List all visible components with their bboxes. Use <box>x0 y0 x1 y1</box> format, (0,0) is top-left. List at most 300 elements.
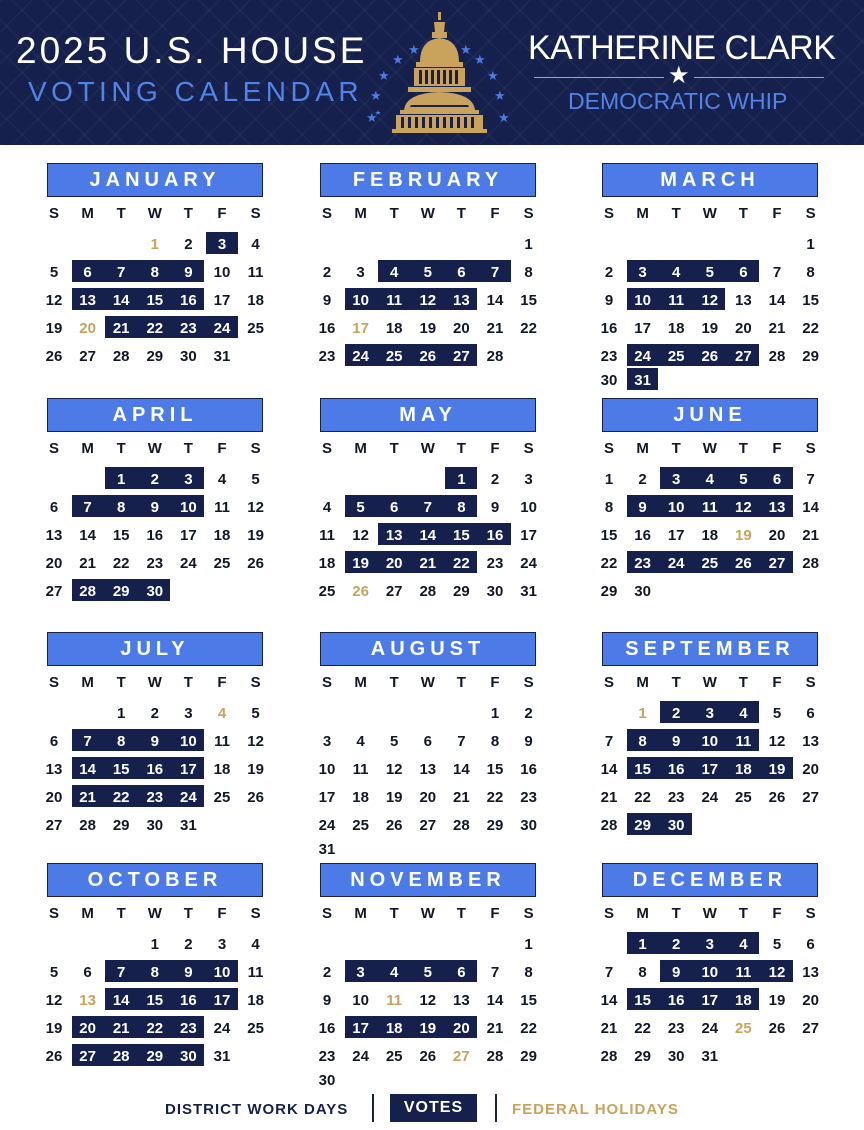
calendar-day: 18 <box>701 527 719 544</box>
calendar-day: 22 <box>520 320 537 337</box>
calendar-day: 11 <box>214 733 230 750</box>
vote-day: 9 <box>184 964 193 981</box>
calendar-day: 21 <box>79 555 96 572</box>
calendar-day: 18 <box>352 789 369 806</box>
calendar-day: 18 <box>247 292 264 309</box>
vote-day: 8 <box>117 499 126 516</box>
vote-day: 21 <box>112 1020 130 1037</box>
calendar-day: 13 <box>453 992 470 1009</box>
month-header: DECEMBER <box>602 863 818 897</box>
calendar-day: 19 <box>247 761 264 778</box>
calendar-day: 26 <box>247 555 264 572</box>
vote-day: 5 <box>423 264 432 281</box>
vote-day: 15 <box>112 761 130 778</box>
weekday-label: T <box>671 674 681 691</box>
holiday-day: 20 <box>79 320 96 337</box>
vote-day: 6 <box>739 264 748 281</box>
calendar-day: 29 <box>146 348 164 365</box>
vote-day: 15 <box>146 292 164 309</box>
calendar-day: 14 <box>802 499 819 516</box>
vote-day: 13 <box>79 292 96 309</box>
vote-day: 2 <box>672 936 681 953</box>
calendar-day: 21 <box>486 1020 504 1037</box>
calendar-day: 28 <box>453 817 470 834</box>
vote-day: 10 <box>701 733 719 750</box>
calendar-day: 25 <box>352 817 369 834</box>
vote-day: 27 <box>453 348 470 365</box>
calendar-day: 20 <box>45 555 63 572</box>
vote-day: 7 <box>83 733 92 750</box>
calendar-day: 27 <box>419 817 437 834</box>
vote-day: 4 <box>390 964 399 981</box>
calendar-day: 28 <box>112 348 130 365</box>
weekday-label: S <box>805 905 816 922</box>
weekday-label: T <box>456 205 466 222</box>
vote-day: 1 <box>638 936 647 953</box>
vote-day: 26 <box>701 348 719 365</box>
calendar-day: 23 <box>600 348 618 365</box>
holiday-day: 25 <box>735 1020 752 1037</box>
holiday-day: 11 <box>386 992 403 1009</box>
calendar-day: 11 <box>352 761 369 778</box>
weekday-label: S <box>48 440 59 457</box>
weekday-label: F <box>217 674 227 691</box>
weekday-label: T <box>456 905 466 922</box>
calendar-day: 2 <box>322 964 332 981</box>
calendar-day: 23 <box>486 555 504 572</box>
svg-text:★: ★ <box>366 111 378 126</box>
calendar-day: 1 <box>604 471 614 488</box>
calendar-day: 26 <box>385 817 403 834</box>
weekday-label: T <box>183 674 193 691</box>
svg-text:★: ★ <box>487 69 499 84</box>
vote-day: 14 <box>419 527 437 544</box>
vote-day: 24 <box>180 789 197 806</box>
calendar-day: 6 <box>806 936 815 953</box>
calendar-day: 1 <box>490 705 500 722</box>
weekday-label: T <box>116 905 126 922</box>
vote-day: 2 <box>150 471 159 488</box>
vote-day: 30 <box>180 1048 197 1065</box>
calendar-day: 21 <box>768 320 786 337</box>
weekday-label: F <box>217 205 227 222</box>
calendar-day: 31 <box>213 1048 231 1065</box>
calendar-day: 22 <box>634 789 651 806</box>
calendar-day: 20 <box>45 789 63 806</box>
calendar-day: 21 <box>802 527 819 544</box>
calendar-day: 15 <box>600 527 618 544</box>
vote-day: 18 <box>735 992 752 1009</box>
vote-day: 7 <box>83 499 92 516</box>
calendar-day: 29 <box>486 817 504 834</box>
weekday-label: S <box>603 205 614 222</box>
calendar-day: 27 <box>45 817 63 834</box>
calendar-day: 16 <box>600 320 618 337</box>
calendar-day: 9 <box>322 292 332 309</box>
month-header: JANUARY <box>47 163 263 197</box>
vote-day: 5 <box>356 499 365 516</box>
calendar-day: 12 <box>768 733 786 750</box>
weekday-label: F <box>490 440 500 457</box>
calendar-day: 18 <box>385 320 403 337</box>
calendar-day: 29 <box>112 817 130 834</box>
calendar-day: 3 <box>217 936 227 953</box>
vote-day: 8 <box>638 733 647 750</box>
weekday-label: M <box>81 440 94 457</box>
calendar-day: 1 <box>117 705 126 722</box>
calendar-day: 5 <box>49 264 59 281</box>
calendar-day: 7 <box>490 964 500 981</box>
vote-day: 15 <box>453 527 470 544</box>
calendar-day: 23 <box>318 1048 336 1065</box>
calendar-day: 12 <box>352 527 369 544</box>
weekday-label: T <box>116 205 126 222</box>
calendar-day: 10 <box>318 761 336 778</box>
calendar-day: 17 <box>213 292 231 309</box>
vote-day: 11 <box>386 292 403 309</box>
calendar-day: 29 <box>520 1048 537 1065</box>
calendar-day: 19 <box>701 320 719 337</box>
vote-day: 7 <box>117 964 126 981</box>
month-header: SEPTEMBER <box>602 632 818 666</box>
weekday-label: M <box>81 674 94 691</box>
calendar-day: 10 <box>352 992 369 1009</box>
calendar-day: 2 <box>322 264 332 281</box>
legend-votes: VOTES <box>390 1094 477 1122</box>
calendar-day: 6 <box>49 733 59 750</box>
vote-day: 3 <box>705 936 714 953</box>
calendar-day: 28 <box>486 348 504 365</box>
calendar-day: 13 <box>45 761 63 778</box>
weekday-label: T <box>456 440 466 457</box>
calendar-day: 1 <box>806 236 815 253</box>
calendar-day: 29 <box>453 583 470 600</box>
weekday-label: S <box>603 440 614 457</box>
legend-divider <box>495 1094 497 1122</box>
calendar-day: 31 <box>180 817 197 834</box>
calendar-day: 11 <box>247 264 264 281</box>
calendar-day: 21 <box>453 789 470 806</box>
calendar-day: 7 <box>772 264 782 281</box>
vote-day: 28 <box>112 1048 130 1065</box>
weekday-label: W <box>420 440 435 457</box>
calendar-day: 6 <box>49 499 59 516</box>
vote-day: 12 <box>735 499 752 516</box>
vote-day: 26 <box>419 348 437 365</box>
vote-day: 22 <box>146 320 164 337</box>
vote-day: 4 <box>672 264 681 281</box>
calendar-day: 26 <box>768 789 786 806</box>
calendar-day: 31 <box>520 583 537 600</box>
vote-day: 29 <box>146 1048 164 1065</box>
weekday-label: S <box>523 205 534 222</box>
vote-day: 13 <box>385 527 403 544</box>
calendar-day: 31 <box>213 348 231 365</box>
calendar-day: 26 <box>419 1048 437 1065</box>
weekday-label: W <box>147 674 162 691</box>
vote-day: 8 <box>117 733 126 750</box>
calendar-subtitle: VOTING CALENDAR <box>28 76 364 107</box>
vote-day: 25 <box>667 348 685 365</box>
holiday-day: 1 <box>638 705 647 722</box>
calendar-day: 30 <box>667 1048 685 1065</box>
calendar-day: 16 <box>520 761 537 778</box>
weekday-label: S <box>250 674 261 691</box>
calendar-day: 18 <box>247 992 264 1009</box>
vote-day: 14 <box>79 761 96 778</box>
calendar-day: 26 <box>247 789 264 806</box>
calendar-day: 9 <box>524 733 533 750</box>
calendar-day: 4 <box>251 936 260 953</box>
vote-day: 17 <box>701 761 719 778</box>
vote-day: 13 <box>453 292 470 309</box>
calendar-day: 21 <box>486 320 504 337</box>
calendar-day: 20 <box>802 761 819 778</box>
vote-day: 5 <box>705 264 714 281</box>
vote-day: 31 <box>634 372 651 389</box>
calendar-day: 5 <box>772 936 782 953</box>
weekday-label: S <box>523 674 534 691</box>
vote-day: 9 <box>672 733 681 750</box>
calendar-day: 23 <box>318 348 336 365</box>
calendar-day: 24 <box>701 1020 719 1037</box>
calendar-day: 22 <box>634 1020 651 1037</box>
calendar-day: 24 <box>318 817 336 834</box>
calendar-day: 30 <box>634 583 651 600</box>
vote-day: 30 <box>146 583 164 600</box>
calendar-day: 22 <box>112 555 130 572</box>
vote-day: 19 <box>352 555 369 572</box>
weekday-label: T <box>738 905 748 922</box>
vote-day: 29 <box>112 583 130 600</box>
calendar-day: 30 <box>486 583 504 600</box>
weekday-label: S <box>48 205 59 222</box>
month-header: NOVEMBER <box>320 863 536 897</box>
calendar-day: 13 <box>802 733 819 750</box>
weekday-label: T <box>738 205 748 222</box>
vote-day: 29 <box>634 817 651 834</box>
calendar-day: 16 <box>146 527 164 544</box>
calendar-day: 2 <box>184 936 193 953</box>
calendar-day: 20 <box>453 320 470 337</box>
calendar-day: 27 <box>802 1020 819 1037</box>
calendar-day: 3 <box>356 264 365 281</box>
calendar-day: 23 <box>667 789 685 806</box>
weekday-label: T <box>671 440 681 457</box>
vote-day: 14 <box>112 292 130 309</box>
calendar-day: 21 <box>600 1020 618 1037</box>
header-rule-left <box>534 77 664 78</box>
weekday-label: S <box>805 674 816 691</box>
calendar-day: 28 <box>486 1048 504 1065</box>
calendar-day: 15 <box>486 761 504 778</box>
vote-day: 27 <box>768 555 786 572</box>
weekday-label: M <box>81 905 94 922</box>
weekday-label: S <box>250 205 261 222</box>
calendar-day: 19 <box>385 789 403 806</box>
vote-day: 9 <box>672 964 681 981</box>
calendar-day: 14 <box>453 761 470 778</box>
vote-day: 20 <box>79 1020 96 1037</box>
vote-day: 7 <box>423 499 432 516</box>
vote-day: 6 <box>772 471 782 488</box>
svg-text:★: ★ <box>392 53 404 68</box>
calendar-day: 23 <box>667 1020 685 1037</box>
weekday-label: S <box>250 440 261 457</box>
vote-day: 3 <box>638 264 647 281</box>
vote-day: 30 <box>667 817 685 834</box>
calendar-day: 17 <box>667 527 685 544</box>
vote-day: 21 <box>79 789 96 806</box>
vote-day: 9 <box>150 499 159 516</box>
weekday-label: S <box>321 905 332 922</box>
weekday-label: M <box>81 205 94 222</box>
calendar-day: 3 <box>184 705 193 722</box>
weekday-label: T <box>116 674 126 691</box>
calendar-day: 12 <box>247 499 264 516</box>
calendar-day: 12 <box>45 292 63 309</box>
calendar-day: 13 <box>802 964 819 981</box>
vote-day: 11 <box>668 292 685 309</box>
star-icon: ★ <box>668 62 690 89</box>
calendar-day: 20 <box>419 789 437 806</box>
calendar-day: 7 <box>457 733 466 750</box>
vote-day: 20 <box>385 555 403 572</box>
legend-divider <box>372 1094 374 1122</box>
calendar-day: 22 <box>520 1020 537 1037</box>
vote-day: 23 <box>146 789 164 806</box>
calendar-day: 13 <box>419 761 437 778</box>
weekday-label: S <box>805 440 816 457</box>
weekday-label: S <box>523 440 534 457</box>
calendar-day: 3 <box>524 471 533 488</box>
weekday-label: T <box>671 905 681 922</box>
calendar-day: 4 <box>322 499 332 516</box>
svg-text:★: ★ <box>378 69 390 84</box>
svg-text:★: ★ <box>408 43 420 58</box>
calendar-day: 25 <box>213 789 231 806</box>
weekday-label: W <box>702 440 717 457</box>
weekday-label: M <box>354 440 367 457</box>
weekday-label: S <box>321 440 332 457</box>
svg-text:★: ★ <box>370 89 382 104</box>
vote-day: 22 <box>146 1020 164 1037</box>
vote-day: 22 <box>453 555 470 572</box>
vote-day: 6 <box>457 964 466 981</box>
calendar-day: 24 <box>180 555 197 572</box>
weekday-label: S <box>321 674 332 691</box>
holiday-day: 17 <box>352 320 369 337</box>
calendar-day: 13 <box>735 292 752 309</box>
calendar-day: 16 <box>318 1020 336 1037</box>
vote-day: 23 <box>180 1020 197 1037</box>
month-header: JULY <box>47 632 263 666</box>
calendar-day: 3 <box>322 733 332 750</box>
vote-day: 15 <box>634 992 651 1009</box>
vote-day: 3 <box>705 705 714 722</box>
vote-day: 27 <box>79 1048 96 1065</box>
vote-day: 24 <box>352 348 369 365</box>
calendar-day: 30 <box>318 1072 336 1089</box>
calendar-day: 24 <box>352 1048 369 1065</box>
vote-day: 5 <box>423 964 432 981</box>
calendar-day: 31 <box>318 841 336 858</box>
calendar-day: 22 <box>802 320 819 337</box>
vote-day: 21 <box>419 555 437 572</box>
calendar-day: 20 <box>735 320 752 337</box>
vote-day: 2 <box>672 705 681 722</box>
svg-text:★: ★ <box>474 53 486 68</box>
calendar-day: 7 <box>604 733 614 750</box>
vote-day: 26 <box>735 555 752 572</box>
calendar-day: 17 <box>180 527 197 544</box>
month-header: JUNE <box>602 398 818 432</box>
calendar-day: 11 <box>319 527 335 544</box>
calendar-day: 6 <box>83 964 92 981</box>
calendar-day: 9 <box>604 292 614 309</box>
calendar-day: 1 <box>150 936 159 953</box>
calendar-day: 21 <box>600 789 618 806</box>
calendar-day: 12 <box>385 761 403 778</box>
weekday-label: S <box>523 905 534 922</box>
vote-day: 11 <box>735 733 752 750</box>
calendar-day: 20 <box>768 527 786 544</box>
calendar-day: 17 <box>634 320 651 337</box>
calendar-day: 25 <box>247 320 264 337</box>
weekday-label: S <box>603 674 614 691</box>
month-header: MAY <box>320 398 536 432</box>
weekday-label: M <box>354 674 367 691</box>
vote-day: 15 <box>634 761 651 778</box>
calendar-day: 15 <box>520 292 537 309</box>
vote-day: 16 <box>486 527 504 544</box>
calendar-day: 29 <box>802 348 819 365</box>
vote-day: 17 <box>213 992 231 1009</box>
calendar-day: 16 <box>318 320 336 337</box>
month-header: FEBRUARY <box>320 163 536 197</box>
calendar-day: 30 <box>180 348 197 365</box>
calendar-day: 28 <box>79 817 96 834</box>
weekday-label: F <box>490 674 500 691</box>
vote-day: 8 <box>150 964 159 981</box>
calendar-day: 9 <box>490 499 500 516</box>
calendar-day: 29 <box>634 1048 651 1065</box>
calendar-day: 8 <box>524 964 533 981</box>
holiday-day: 26 <box>352 583 369 600</box>
calendar-day: 26 <box>45 1048 63 1065</box>
vote-day: 16 <box>180 292 197 309</box>
vote-day: 18 <box>385 1020 403 1037</box>
vote-day: 10 <box>701 964 719 981</box>
legend-federal-holidays: FEDERAL HOLIDAYS <box>512 1101 679 1118</box>
holiday-day: 13 <box>79 992 96 1009</box>
weekday-label: T <box>389 440 399 457</box>
calendar-day: 19 <box>45 320 63 337</box>
weekday-label: M <box>636 440 649 457</box>
month-header: MARCH <box>602 163 818 197</box>
weekday-label: F <box>490 905 500 922</box>
holiday-day: 27 <box>453 1048 470 1065</box>
month-header: APRIL <box>47 398 263 432</box>
weekday-label: T <box>671 205 681 222</box>
calendar-day: 17 <box>520 527 537 544</box>
calendar-day: 4 <box>356 733 365 750</box>
weekday-label: W <box>147 205 162 222</box>
vote-day: 11 <box>701 499 718 516</box>
calendar-day: 8 <box>806 264 815 281</box>
calendar-day: 8 <box>490 733 500 750</box>
vote-day: 17 <box>701 992 719 1009</box>
